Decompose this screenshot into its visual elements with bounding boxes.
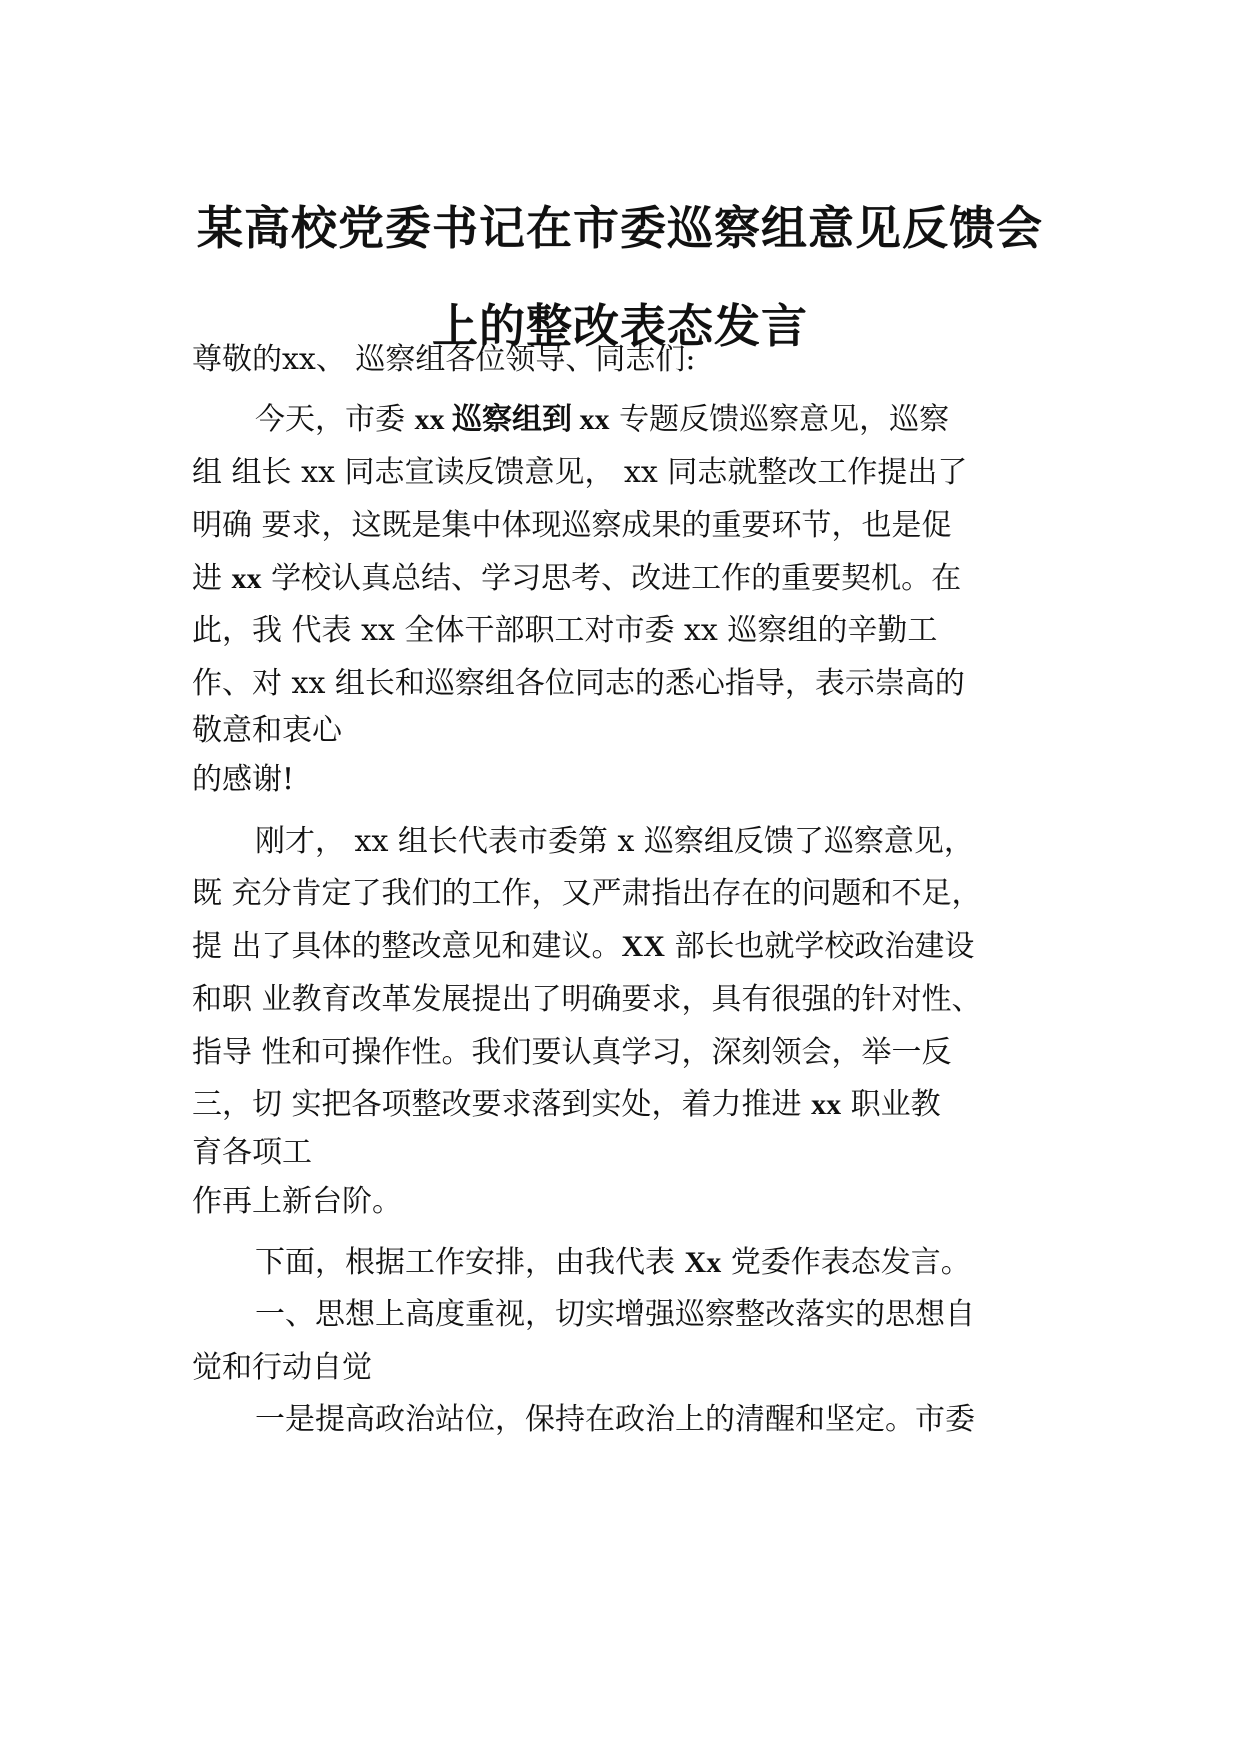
paragraph-line: 的感谢!	[192, 762, 295, 797]
bold-text: xx 巡察组到 xx	[414, 403, 610, 436]
bold-text: xx	[811, 1088, 842, 1121]
paragraph-line	[255, 1243, 971, 1283]
bold-text: xx	[231, 562, 262, 595]
section-heading: 一、思想上高度重视，切实增强巡察整改落实的思想自	[255, 1297, 975, 1332]
text-run: 提 出了具体的整改意见和建议。	[192, 929, 622, 964]
paragraph-line: 育各项工	[192, 1135, 312, 1170]
text-run: 下面，根据工作安排，由我代表	[255, 1245, 675, 1280]
paragraph-line: 作再上新台阶。	[192, 1184, 402, 1219]
paragraph-line: 明确 要求，这既是集中体现巡察成果的重要环节，也是促	[192, 508, 952, 543]
paragraph-line: 刚才， xx 组长代表市委第 x 巡察组反馈了巡察意见，	[255, 824, 974, 859]
text-run: 进	[192, 561, 222, 596]
text-run: 职业教	[850, 1087, 941, 1122]
paragraph-line	[192, 927, 974, 967]
salutation: 尊敬的xx、 巡察组各位领导、同志们:	[192, 342, 696, 377]
paragraph-line: 指导 性和可操作性。我们要认真学习，深刻领会，举一反	[192, 1035, 952, 1070]
paragraph-line	[255, 400, 949, 440]
paragraph-line: 敬意和衷心	[192, 713, 342, 748]
paragraph-line	[192, 559, 961, 599]
paragraph-line: 既 充分肯定了我们的工作，又严肃指出存在的问题和不足，	[192, 876, 982, 911]
paragraph-line: 作、对 xx 组长和巡察组各位同志的悉心指导，表示崇高的	[192, 666, 965, 701]
bold-text: Xx	[684, 1246, 722, 1279]
text-run: 学校认真总结、学习思考、改进工作的重要契机。在	[271, 561, 962, 596]
text-run: 专题反馈巡察意见，巡察	[619, 402, 950, 437]
paragraph-line: 组 组长 xx 同志宣读反馈意见， xx 同志就整改工作提出了	[192, 455, 968, 490]
text-run: 今天，市委	[255, 402, 405, 437]
paragraph-line: 和职 业教育改革发展提出了明确要求，具有很强的针对性、	[192, 982, 982, 1017]
paragraph-line: 此，我 代表 xx 全体干部职工对市委 xx 巡察组的辛勤工	[192, 613, 938, 648]
text-run: 党委作表态发言。	[730, 1245, 971, 1280]
paragraph-line	[192, 1085, 941, 1125]
paragraph-line: 觉和行动自觉	[192, 1350, 372, 1385]
text-run: 部长也就学校政治建设	[674, 929, 975, 964]
paragraph-line: 一是提高政治站位，保持在政治上的清醒和坚定。市委	[255, 1402, 975, 1437]
text-run: 三，切 实把各项整改要求落到实处，着力推进	[192, 1087, 802, 1122]
bold-text: XX	[621, 930, 665, 963]
document-title-line-2: 上的整改表态发言	[432, 299, 808, 353]
document-title-line-1: 某高校党委书记在市委巡察组意见反馈会	[197, 201, 1043, 255]
